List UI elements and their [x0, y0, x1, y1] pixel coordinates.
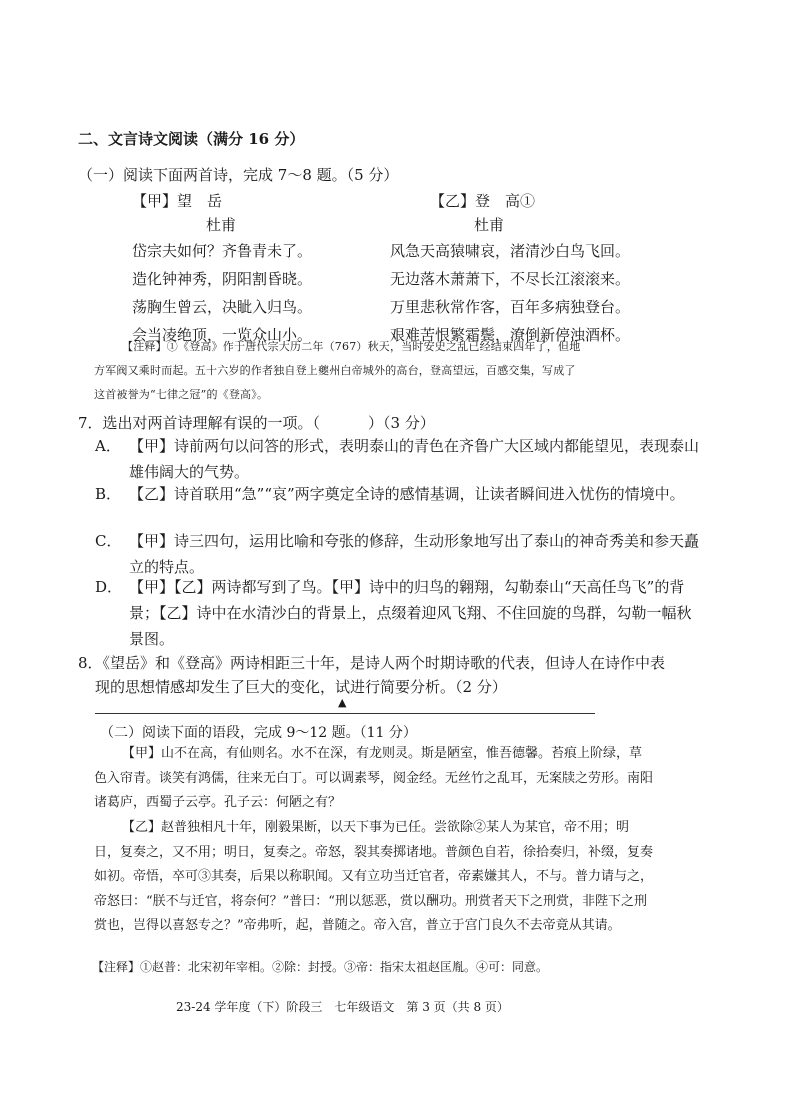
poem-a-title: 【甲】望 岳: [132, 192, 223, 210]
poem-b-line: 无边落木萧萧下，不尽长江滚滚来。: [390, 270, 631, 288]
passage-note: 【注释】①赵普：北宋初年宰相。②除：封授。③帝：指宋太祖赵匡胤。④可：同意。: [92, 960, 549, 974]
question-8-line: 现的思想情感却发生了巨大的变化，试进行简要分析。（2 分）: [95, 678, 507, 696]
option-d: [95, 574, 705, 652]
passage-b: 【乙】赵普独相凡十年，刚毅果断，以天下事为已任。尝欲除②某人为某官，帝不用；明日，复奏之，又不用；明日，复奏之。帝怒，裂其奏掷诸地。普颜色自若，徐拾奏归，补缀，复奏如初。帝悟，卒可③其奏，后果以称职闻。又有立功当迁官者，帝素嫌其人，不与。普力请与之，帝怒曰：“朕不与迁官，将奈何？”普曰：“刑以惩恶，赏以酬功。刑赏者天下之刑赏，非陛下之刑赏也，岂得以喜怒专之？”帝弗听，起，普随之。帝入宫，普立于宫门良久不去帝竟从其请。: [94, 820, 654, 933]
option-label: B．: [95, 485, 122, 503]
page-footer: 23-24 学年度（下）阶段三 七年级语文 第 3 页（共 8 页）: [176, 1000, 509, 1014]
answer-marker-icon: ▲: [338, 696, 347, 709]
option-label: A．: [95, 437, 121, 455]
question-8-line: 8．《望岳》和《登高》两诗相距三十年，是诗人两个时期诗歌的代表，但诗人在诗作中表: [78, 654, 666, 672]
poem-a-line: 会当凌绝顶，一览众山小。: [132, 326, 313, 344]
poem-note-line: 这首被誉为“七律之冠”的《登高》。: [94, 388, 269, 401]
poem-b-line: 万里悲秋常作客，百年多病独登台。: [390, 298, 631, 316]
answer-line[interactable]: [95, 713, 595, 714]
option-text: 【甲】【乙】两诗都写到了鸟。【甲】诗中的归鸟的翱翔，勾勒泰山“天高任鸟飞”的背景；【乙】诗中在水清沙白的背景上，点缀着迎风飞翔、不住回旋的鸟群，勾勒一幅秋景图。: [129, 578, 692, 648]
poem-note-line: 【注释】①《登高》作于唐代宗大历二年（767）秋天，当时安史之乱已经结束四年了，但地: [122, 340, 581, 353]
option-text: 【甲】诗前两句以问答的形式，表明泰山的青色在齐鲁广大区域内都能望见，表现泰山雄伟阔大的气势。: [129, 437, 700, 481]
poem-b-line: 风急天高猿啸哀，渚清沙白鸟飞回。: [390, 242, 631, 260]
poem-note-line: 方军阀又乘时而起。五十六岁的作者独自登上夔州白帝城外的高台，登高望远，百感交集，写成了: [94, 364, 576, 377]
option-c: [95, 528, 705, 580]
poem-b-line: 艰难苦恨繁霜鬓，潦倒新停浊酒杯。: [390, 326, 631, 344]
option-label: D．: [95, 578, 123, 596]
poem-a-line: 造化钟神秀，阴阳割昏晓。: [132, 270, 313, 288]
poem-a-line: 荡胸生曾云，决眦入归鸟。: [132, 298, 313, 316]
poem-a-line: 岱宗夫如何？齐鲁青未了。: [132, 242, 313, 260]
poem-b-author: 杜甫: [474, 216, 505, 234]
poem-a-author: 杜甫: [206, 216, 237, 234]
question-7-stem: [78, 412, 435, 433]
option-text: 【甲】诗三四句，运用比喻和夸张的修辞，生动形象地写出了泰山的神奇秀美和参天矗立的特点。: [129, 532, 700, 576]
part2-intro: （二）阅读下面的语段，完成 9～12 题。（11 分）: [100, 725, 417, 741]
section-title: 二、文言诗文阅读（满分 16 分）: [78, 130, 305, 148]
passage-a: 【甲】山不在高，有仙则名。水不在深，有龙则灵。斯是陋室，惟吾德馨。苔痕上阶绿，草色入帘青。谈笑有鸿儒，往来无白丁。可以调素琴，阅金经。无丝竹之乱耳，无案牍之劳形。南阳诸葛庐，西蜀子云亭。孔子云：何陋之有？: [94, 746, 654, 810]
option-text: 【乙】诗首联用“急”“哀”两字奠定全诗的感情基调，让读者瞬间进入忧伤的情境中。: [129, 485, 685, 503]
question-7-stem-end: ）（3 分）: [368, 414, 435, 432]
option-label: C．: [95, 532, 122, 550]
option-a: [95, 433, 705, 485]
poem-b-title: 【乙】登 高①: [430, 192, 536, 210]
part1-intro: （一）阅读下面两首诗，完成 7～8 题。（5 分）: [78, 166, 399, 184]
question-7-stem-start: 7．选出对两首诗理解有误的一项。（: [78, 414, 321, 432]
option-b: [95, 481, 705, 507]
